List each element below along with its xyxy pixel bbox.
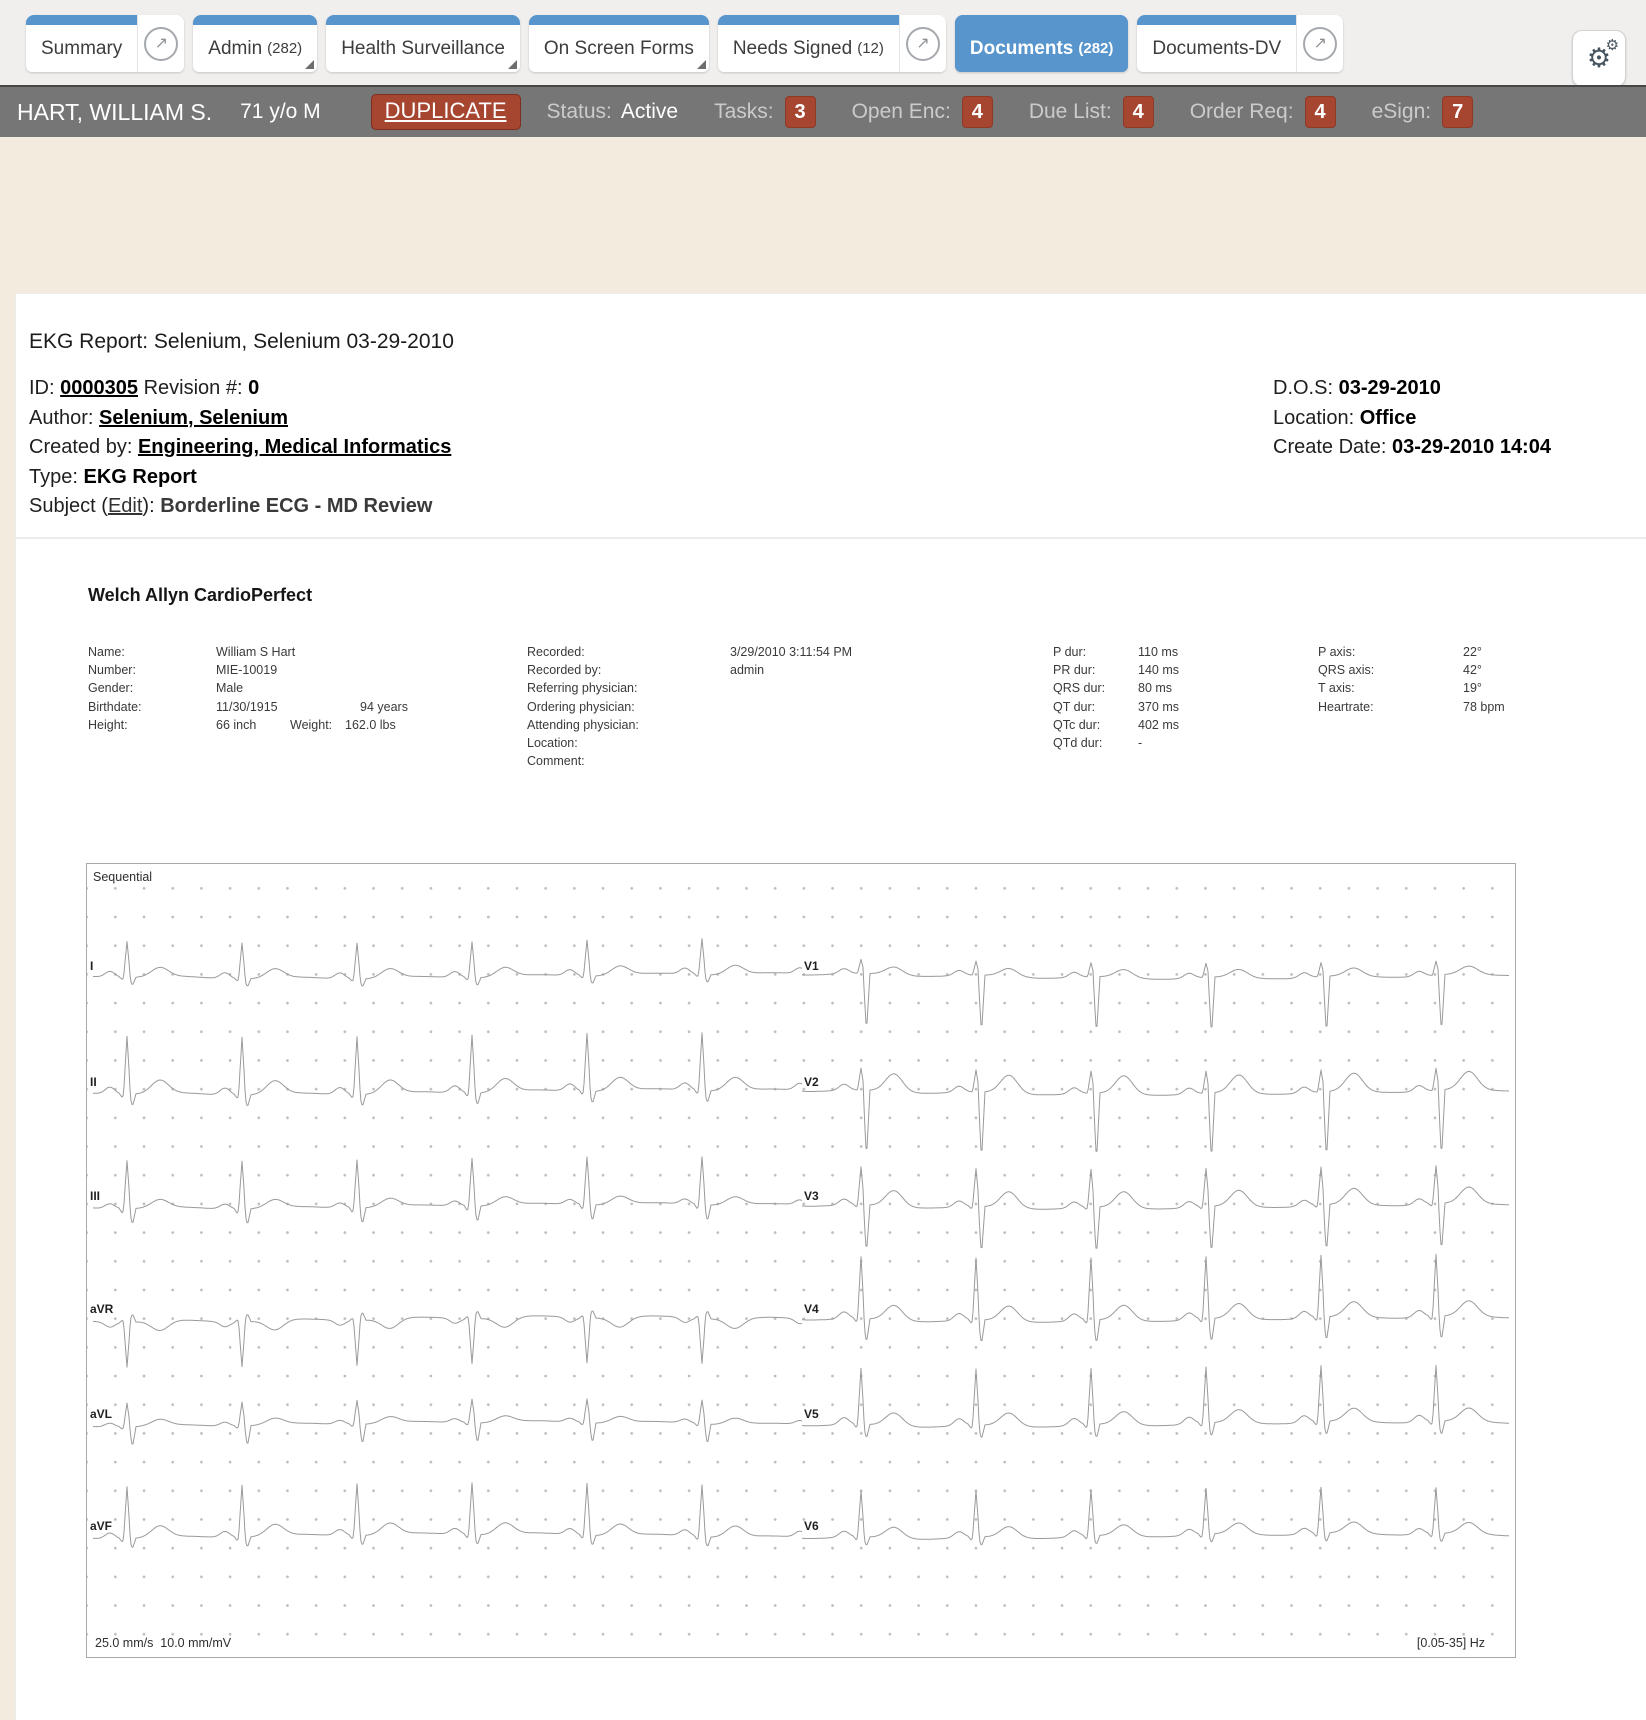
gear-glyph: ⚙ xyxy=(1586,43,1612,73)
dos-value: 03-29-2010 xyxy=(1338,377,1441,399)
info-value: 370 ms xyxy=(1138,699,1179,714)
info-value: 22° xyxy=(1463,645,1482,659)
create-date-value: 03-29-2010 14:04 xyxy=(1391,436,1551,458)
revision-label: Revision #: xyxy=(143,377,243,399)
dropdown-fold-icon xyxy=(508,60,517,69)
created-by-link[interactable]: Engineering, Medical Informatics xyxy=(137,436,452,458)
tab-count: (12) xyxy=(857,40,884,57)
ecg-scale-label: 25.0 mm/s 10.0 mm/mV xyxy=(95,1636,232,1650)
author-link[interactable]: Selenium, Selenium xyxy=(99,406,288,429)
counter-due-list xyxy=(1029,96,1154,128)
counter-open-enc xyxy=(852,96,993,128)
patient-header-bar xyxy=(0,85,1646,137)
ecg-trace-V1 xyxy=(802,959,1509,1027)
tab-documents-dv-main[interactable] xyxy=(1137,15,1296,72)
counter-order-req xyxy=(1190,96,1336,128)
meta-subject-line xyxy=(29,492,451,522)
open-enc-count-badge[interactable]: 4 xyxy=(962,96,993,128)
arrow-glyph: ↗ xyxy=(916,34,930,52)
counter-label: Open Enc: xyxy=(851,100,951,123)
tab-on-screen-forms-main[interactable] xyxy=(529,15,709,72)
dropdown-fold-icon xyxy=(305,60,314,69)
lead-label-V1: V1 xyxy=(804,959,819,973)
lead-label-V6: V6 xyxy=(804,1519,819,1533)
lead-label-aVL: aVL xyxy=(90,1407,113,1421)
gear-small-icon: ⚙ xyxy=(1605,37,1620,54)
subject-label-close: ): xyxy=(142,495,155,517)
document-title: EKG Report: Selenium, Selenium 03-29-2010 xyxy=(29,330,454,353)
info-label: Referring physician: xyxy=(527,681,638,696)
order-req-count-badge[interactable]: 4 xyxy=(1305,96,1336,128)
external-link-icon xyxy=(1303,27,1337,61)
status-label: Status: xyxy=(546,100,612,123)
esign-count-badge[interactable]: 7 xyxy=(1442,96,1473,128)
info-value: 42° xyxy=(1463,663,1482,678)
duplicate-flag-link[interactable]: DUPLICATE xyxy=(371,94,521,130)
info-value: 11/30/1915 xyxy=(216,699,278,714)
tab-count: (282) xyxy=(267,40,303,57)
tab-label: On Screen Forms xyxy=(543,37,694,59)
ecg-trace-V2 xyxy=(802,1068,1509,1151)
document-id-link[interactable]: 0000305 xyxy=(60,377,138,399)
info-label: Birthdate: xyxy=(88,699,142,714)
lead-label-V3: V3 xyxy=(804,1189,819,1203)
tab-label: Needs Signed xyxy=(732,37,853,59)
tab-documents-dv-popout[interactable] xyxy=(1296,15,1343,72)
counter-label: eSign: xyxy=(1371,100,1432,123)
info-label: QRS dur: xyxy=(1053,681,1106,696)
tab-documents-main[interactable] xyxy=(955,15,1129,72)
lead-label-V5: V5 xyxy=(804,1407,819,1421)
info-label: P dur: xyxy=(1053,645,1087,659)
info-label: QRS axis: xyxy=(1318,663,1375,678)
meta-type-line xyxy=(29,463,451,493)
info-value: 3/29/2010 3:11:54 PM xyxy=(730,645,853,659)
ecg-trace-aVL xyxy=(93,1399,802,1444)
subject-edit-link[interactable]: Edit xyxy=(107,495,143,517)
document-meta-right xyxy=(1273,374,1551,463)
info-label: PR dur: xyxy=(1053,663,1096,678)
type-label: Type: xyxy=(29,465,78,488)
info-label: Name: xyxy=(88,645,125,659)
location-value: Office xyxy=(1359,406,1417,429)
revision-value: 0 xyxy=(248,377,260,399)
info-value: 19° xyxy=(1463,681,1482,696)
info-value: 78 bpm xyxy=(1463,699,1505,714)
document-card xyxy=(16,294,1646,1720)
info-extra: 162.0 lbs xyxy=(345,717,396,732)
tab-label: Health Surveillance xyxy=(341,37,505,59)
document-meta-left xyxy=(29,374,451,522)
info-label: Gender: xyxy=(88,681,134,696)
ecg-trace-V5 xyxy=(802,1365,1509,1437)
arrow-glyph: ↗ xyxy=(1313,34,1327,52)
tasks-count-badge[interactable]: 3 xyxy=(785,96,816,128)
type-value: EKG Report xyxy=(83,465,197,488)
subject-value: Borderline ECG - MD Review xyxy=(160,495,433,517)
gear-icon xyxy=(1586,37,1620,73)
ecg-trace-I xyxy=(93,939,802,986)
info-label: Recorded by: xyxy=(527,663,602,678)
report-vendor-title: Welch Allyn CardioPerfect xyxy=(88,585,313,605)
tab-label: Admin xyxy=(208,37,263,59)
info-label: Ordering physician: xyxy=(527,699,635,714)
info-label: Number: xyxy=(88,663,136,678)
tab-documents-dv[interactable] xyxy=(1137,15,1343,72)
tab-summary-popout[interactable] xyxy=(137,15,184,72)
info-label: QT dur: xyxy=(1053,699,1096,714)
lead-label-III: III xyxy=(90,1189,101,1203)
location-label: Location: xyxy=(1273,406,1355,429)
external-link-icon xyxy=(906,27,940,61)
ecg-trace-aVF xyxy=(93,1483,802,1547)
ecg-trace-V6 xyxy=(802,1487,1509,1544)
info-value: 402 ms xyxy=(1138,717,1179,732)
tab-label: Summary xyxy=(41,37,123,59)
ecg-chart xyxy=(86,863,1516,1658)
tabs-row xyxy=(26,15,1646,87)
ecg-trace-V3 xyxy=(802,1166,1509,1248)
info-value: 66 inch xyxy=(216,717,257,732)
info-label: Location: xyxy=(527,736,578,750)
dropdown-fold-icon xyxy=(697,60,706,69)
external-link-icon xyxy=(144,27,178,61)
info-value: - xyxy=(1138,736,1143,750)
tab-needs-signed-main[interactable] xyxy=(718,15,899,72)
lead-label-aVF: aVF xyxy=(90,1519,113,1533)
tab-needs-signed[interactable] xyxy=(718,15,946,72)
info-label: Heartrate: xyxy=(1318,699,1374,714)
tab-documents[interactable] xyxy=(955,15,1129,72)
module-tab-bar xyxy=(0,0,1646,85)
ecg-mode-label: Sequential xyxy=(93,870,153,884)
info-value: 110 ms xyxy=(1138,645,1179,659)
create-date-label: Create Date: xyxy=(1273,436,1387,458)
info-value: 140 ms xyxy=(1138,663,1179,678)
created-by-label: Created by: xyxy=(29,436,133,458)
counter-label: Tasks: xyxy=(714,100,774,123)
info-value: MIE-10019 xyxy=(216,663,278,678)
ecg-trace-II xyxy=(93,1033,802,1106)
counter-label: Due List: xyxy=(1028,100,1112,123)
tab-health-surveillance-main[interactable] xyxy=(326,15,520,72)
ecg-trace-V4 xyxy=(802,1254,1509,1340)
tab-label: Documents-DV xyxy=(1152,37,1282,59)
id-label: ID: xyxy=(29,377,55,399)
tab-health-surveillance[interactable] xyxy=(326,15,520,72)
tab-admin-main[interactable] xyxy=(193,15,317,72)
settings-button[interactable] xyxy=(1572,30,1626,87)
meta-location-line xyxy=(1273,404,1551,434)
meta-create-date-line xyxy=(1273,433,1551,463)
counter-tasks xyxy=(714,96,816,128)
meta-author-line xyxy=(29,404,451,434)
lead-label-aVR: aVR xyxy=(90,1302,114,1316)
patient-age-sex: 71 y/o M xyxy=(240,100,321,123)
info-label: P axis: xyxy=(1318,645,1356,659)
ecg-traces xyxy=(87,864,1517,1659)
subject-label: Subject ( xyxy=(29,495,108,517)
patient-info-grid xyxy=(16,645,1646,785)
tab-summary[interactable] xyxy=(26,15,184,72)
lead-label-V2: V2 xyxy=(804,1075,819,1089)
counter-label: Order Req: xyxy=(1189,100,1294,123)
ecg-trace-aVR xyxy=(93,1311,802,1367)
tab-label: Documents xyxy=(969,37,1074,59)
tab-summary-main[interactable] xyxy=(26,15,137,72)
info-label: T axis: xyxy=(1318,681,1355,696)
ecg-filter-label: [0.05-35] Hz xyxy=(1416,1636,1485,1650)
info-label: Comment: xyxy=(527,754,585,769)
patient-name: HART, WILLIAM S. xyxy=(17,98,213,125)
dos-label: D.O.S: xyxy=(1273,377,1334,399)
info-extra: Weight: xyxy=(290,717,333,732)
info-label: Recorded: xyxy=(527,645,585,659)
meta-created-by-line xyxy=(29,433,451,463)
tab-on-screen-forms[interactable] xyxy=(529,15,709,72)
meta-id-line xyxy=(29,374,451,404)
ecg-trace-III xyxy=(93,1157,802,1223)
meta-dos-line xyxy=(1273,374,1551,404)
lead-label-I: I xyxy=(90,959,94,973)
tab-admin[interactable] xyxy=(193,15,317,72)
info-label: Attending physician: xyxy=(527,717,639,732)
author-label: Author: xyxy=(29,406,94,429)
tab-needs-signed-popout[interactable] xyxy=(899,15,946,72)
info-value: William S Hart xyxy=(216,645,296,659)
info-value: admin xyxy=(730,663,765,678)
info-value: 80 ms xyxy=(1138,681,1173,696)
lead-label-V4: V4 xyxy=(804,1302,819,1316)
status-value: Active xyxy=(620,100,679,123)
info-label: QTc dur: xyxy=(1053,717,1101,732)
info-label: QTd dur: xyxy=(1053,736,1103,750)
arrow-glyph: ↗ xyxy=(154,34,168,52)
counter-esign xyxy=(1372,96,1474,128)
due-list-count-badge[interactable]: 4 xyxy=(1123,96,1154,128)
info-label: Height: xyxy=(88,717,128,732)
info-value: Male xyxy=(216,681,244,696)
info-extra: 94 years xyxy=(360,699,408,714)
header-divider xyxy=(16,537,1646,539)
tab-count: (282) xyxy=(1078,40,1114,57)
lead-label-II: II xyxy=(90,1075,97,1089)
